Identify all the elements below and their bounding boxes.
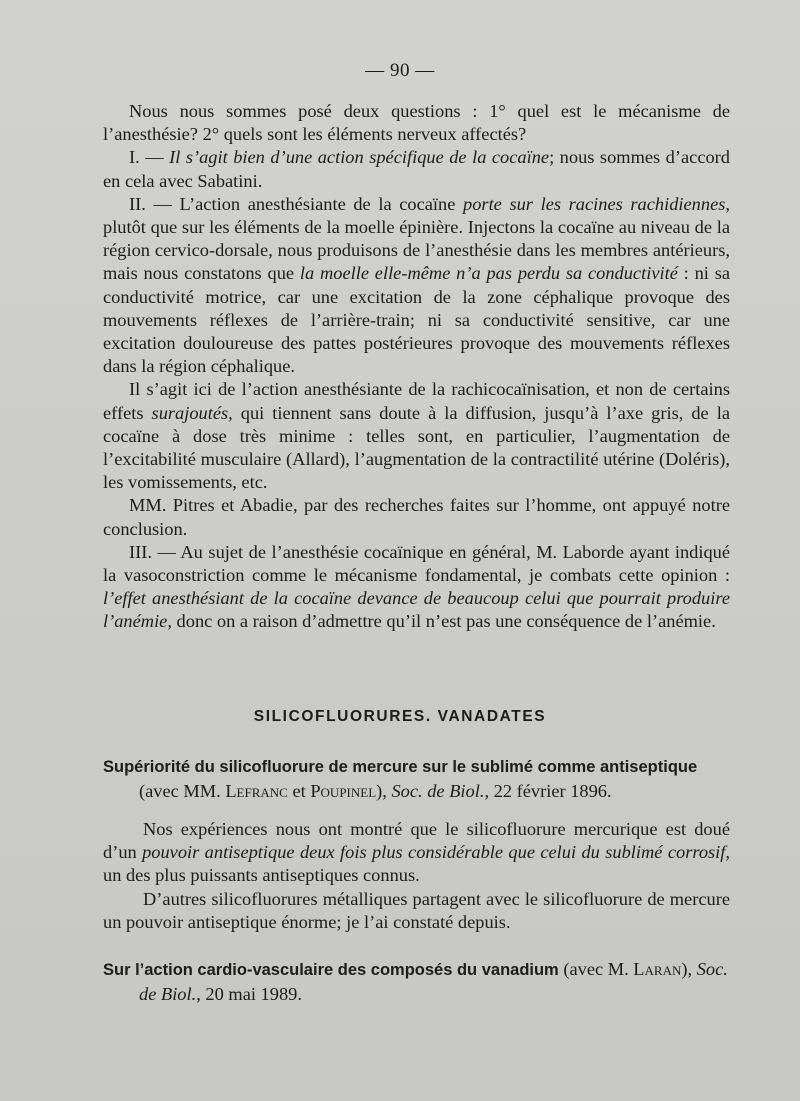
bibliography-entry bbox=[103, 755, 733, 803]
paragraph bbox=[103, 888, 730, 934]
entry-ref-close: ), bbox=[681, 959, 697, 979]
text-run: Nos expériences nous ont montré que le silicofluorure mercurique est doué d’un bbox=[103, 819, 730, 863]
italic-text: la moelle elle-même n’a pas perdu sa conductivité bbox=[299, 263, 678, 284]
text-run: qui tiennent sans doute à la diffusion, jusqu’à l’axe gris, de la cocaïne à dose très minime : telles sont, en particulier, l’augmentation de l’excitabilité musculaire (Allard), l’augmentation de la contractilité utérine (Doléris), les vomissements, etc. bbox=[103, 402, 730, 493]
text-run: : ni sa conductivité motrice, car une excitation de la zone céphalique provoque des mouvements réflexes de l’arrière-train; ni sa conductivité sensitive, car une excitation douloureuse des pattes postérieures provoque des mouvements réflexes dans la région céphalique. bbox=[103, 263, 731, 377]
text-run: MM. Pitres et Abadie, par des recherches faites sur l’homme, ont appuyé notre conclusion. bbox=[103, 495, 730, 539]
paragraph bbox=[103, 193, 730, 379]
text-run: un des plus puissants antiseptiques connus. bbox=[103, 865, 420, 886]
italic-text: porte sur les racines rachidiennes, bbox=[463, 193, 730, 214]
text-run: plutôt que sur les éléments de la moelle épinière. Injectons la cocaïne au niveau de la région cervico-dorsale, nous produisons de l’anesthésie dans les membres antérieurs, mais nous constatons que bbox=[103, 217, 730, 284]
paragraph bbox=[103, 378, 730, 494]
text-run: Nous nous sommes posé deux questions : 1° quel est le mécanisme de l’anesthésie? 2° quels sont les éléments nerveux affectés? bbox=[103, 101, 730, 145]
entry-date: , 22 février 1896. bbox=[484, 780, 612, 801]
entry-author: Poupinel bbox=[310, 780, 377, 801]
italic-text: Il s’agit bien d’une action spécifique de la cocaïne bbox=[169, 147, 550, 168]
entry-date: , 20 mai 1989. bbox=[196, 983, 302, 1004]
text-run: I. — bbox=[129, 147, 170, 168]
entry-ref-and: et bbox=[287, 780, 311, 801]
page-number: — 90 — bbox=[365, 60, 435, 81]
text-run: D’autres silicofluorures métalliques partagent avec le silicofluorure de mercure un pouvoir antiseptique énorme; je l’ai constaté depuis. bbox=[103, 888, 730, 932]
paragraph bbox=[103, 146, 730, 192]
italic-text: l’effet anesthésiant de la cocaïne devance de beaucoup celui que pourrait produire l’anémie, bbox=[103, 588, 730, 632]
paragraph bbox=[103, 494, 730, 540]
paragraph bbox=[103, 100, 730, 146]
entry-author: Lefranc bbox=[225, 780, 288, 801]
entry-ref-close: ), bbox=[376, 780, 392, 801]
entry-journal: Soc. de Biol. bbox=[139, 959, 728, 1004]
text-run: ; nous sommes d’accord en cela avec Sabatini. bbox=[103, 147, 731, 191]
text-run: donc on a raison d’admettre qu’il n’est pas une conséquence de l’anémie. bbox=[171, 611, 716, 632]
entry-ref-open: (avec MM. bbox=[139, 780, 226, 801]
entry-ref-open: (avec M. bbox=[558, 959, 634, 979]
body-text bbox=[103, 100, 730, 634]
text-run: Il s’agit ici de l’action anesthésiante de la rachicocaïnisation, et non de certains effets bbox=[103, 379, 730, 423]
italic-text: pouvoir antiseptique deux fois plus considérable que celui du sublimé corrosif, bbox=[142, 842, 730, 863]
text-run: III. — Au sujet de l’anesthésie cocaïnique en général, M. Laborde ayant indiqué la vasoconstriction comme le mécanisme fondamental, je combats cette opinion : bbox=[103, 541, 730, 586]
text-run: II. — L’action anesthésiante de la cocaïne bbox=[129, 193, 464, 214]
entry-author: Laran bbox=[633, 959, 682, 979]
entry-body-text bbox=[103, 818, 730, 934]
entry-title: Sur l’action cardio-vasculaire des composés du vanadium bbox=[103, 961, 559, 979]
bibliography-entry bbox=[103, 958, 733, 1006]
paragraph bbox=[103, 818, 730, 888]
italic-text: surajoutés, bbox=[151, 402, 233, 423]
entry-title: Supériorité du silicofluorure de mercure sur le sublimé comme antiseptique bbox=[103, 758, 698, 776]
section-title: SILICOFLUORURES. VANADATES bbox=[253, 708, 547, 725]
entry-journal: Soc. de Biol. bbox=[391, 780, 485, 801]
paragraph bbox=[103, 541, 730, 634]
